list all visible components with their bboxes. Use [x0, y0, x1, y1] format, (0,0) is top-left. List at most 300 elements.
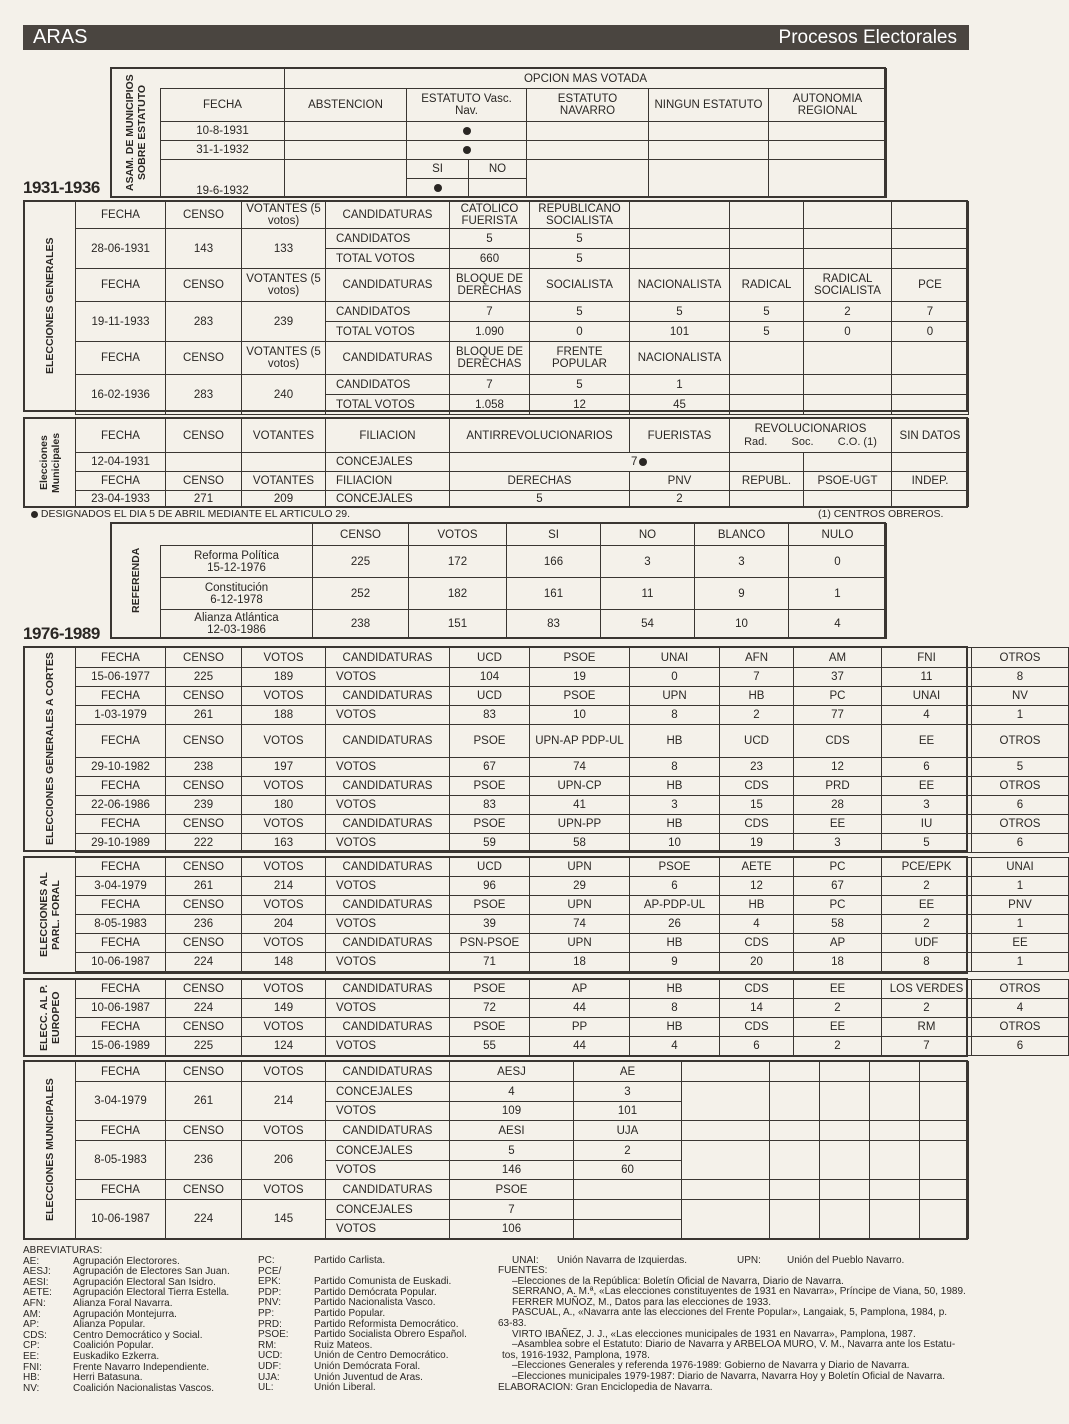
dot-marker — [434, 184, 442, 192]
eg1-total: 45 — [630, 395, 730, 415]
table-row — [76, 1018, 1069, 1037]
pf-value: 18 — [794, 953, 882, 972]
ref-value: 83 — [507, 610, 601, 639]
abbr-key: NV: — [23, 1382, 40, 1394]
pf-value: 9 — [630, 953, 720, 972]
eg1-data: 133 — [242, 229, 326, 269]
abbr-val: Unión de Centro Democrático. — [314, 1350, 449, 1362]
ref-label — [161, 610, 313, 639]
note-left — [31, 508, 350, 520]
pf-header: PSOE — [450, 896, 530, 915]
egc-header: FECHA — [76, 648, 166, 668]
pf-value: 236 — [166, 915, 242, 934]
eg1-cand: 7 — [450, 302, 530, 322]
period-1976: 1976-1989 — [23, 624, 100, 643]
pf-value: 1 — [972, 877, 1069, 896]
em1-value: 5 — [450, 491, 630, 507]
table-row — [161, 578, 887, 610]
pf-header: UDF — [882, 934, 972, 953]
egc-value: 6 — [972, 796, 1069, 815]
ref-header: NO — [601, 524, 695, 546]
pe-value: 15-06-1989 — [76, 1037, 166, 1056]
pf-header: PC — [794, 896, 882, 915]
ref-value: 0 — [789, 546, 887, 578]
abbr-key: PRD: — [258, 1318, 282, 1330]
pe-value: 4 — [972, 999, 1069, 1018]
pf-value: 58 — [794, 915, 882, 934]
egc-header: AM — [794, 648, 882, 668]
em2-votos: 109 — [450, 1102, 574, 1121]
ref-label — [161, 546, 313, 578]
eg1-total — [892, 395, 969, 415]
em2-header: FECHA — [76, 1121, 166, 1141]
pf-value: VOTOS — [326, 877, 450, 896]
ref-value: 9 — [695, 578, 789, 610]
pf-header: UNAI — [972, 858, 1069, 877]
eg1-data: 19-11-1933 — [76, 302, 166, 342]
opcion-header: OPCION MAS VOTADA — [285, 69, 887, 89]
egc-header: CANDIDATURAS — [326, 687, 450, 706]
pf-header: PSN-PSOE — [450, 934, 530, 953]
abbr-key: AETE: — [23, 1287, 52, 1299]
pf-value: 214 — [242, 877, 326, 896]
revolucionarios-header: REVOLUCIONARIOS — [754, 422, 867, 435]
ref-header: BLANCO — [695, 524, 789, 546]
egc-header: CANDIDATURAS — [326, 777, 450, 796]
dot-marker — [639, 458, 647, 466]
egc-header: CENSO — [166, 815, 242, 834]
eg1-header: PCE — [892, 269, 969, 302]
eg1-data: 16-02-1936 — [76, 375, 166, 415]
egc-header: AFN — [720, 648, 794, 668]
abbr-col-1 — [23, 1245, 230, 1394]
abbr-val: Agrupación Electoral Tierra Estella. — [73, 1287, 230, 1299]
ref-header: VOTOS — [409, 524, 507, 546]
eg1-total — [730, 249, 804, 269]
table-row — [76, 706, 1069, 725]
abbr-key: PNV: — [258, 1297, 281, 1309]
em2-votos: 106 — [450, 1220, 574, 1239]
abbr-key: AFN: — [23, 1297, 46, 1309]
asamblea-side-label: ASAM. DE MUNICIPIOS SOBRE ESTATUTO — [124, 74, 148, 191]
em2-data: 206 — [242, 1141, 326, 1180]
eg1-header — [630, 202, 730, 229]
egc-header: VOTOS — [242, 725, 326, 758]
pf-header: CENSO — [166, 896, 242, 915]
ref-label-line: Alianza Atlántica — [194, 612, 279, 624]
pe-header: HB — [630, 1018, 720, 1037]
pe-header: OTROS — [972, 980, 1069, 999]
pf-header: HB — [630, 934, 720, 953]
table-row — [76, 648, 1069, 668]
pe-value: 2 — [794, 1037, 882, 1056]
egc-value: 222 — [166, 834, 242, 853]
em2-header: FECHA — [76, 1062, 166, 1082]
eg1-cand: 7 — [450, 375, 530, 395]
pf-value: 4 — [720, 915, 794, 934]
em1931-block — [23, 417, 968, 508]
ref-value: 11 — [601, 578, 695, 610]
eg1-data: 143 — [166, 229, 242, 269]
egc-value: 1-03-1979 — [76, 706, 166, 725]
pe-header: CDS — [720, 1018, 794, 1037]
ref-value: 3 — [695, 546, 789, 578]
abbr-val: Partido Popular. — [314, 1307, 386, 1319]
egc-header: PSOE — [530, 648, 630, 668]
em2-votos: VOTOS — [326, 1161, 450, 1180]
pf-value: 224 — [166, 953, 242, 972]
em2-conc: 7 — [450, 1200, 574, 1220]
table-row — [76, 1037, 1069, 1056]
pe-header: VOTOS — [242, 1018, 326, 1037]
table-row — [76, 1082, 969, 1102]
pf-header: VOTOS — [242, 858, 326, 877]
abbr-val: Agrupación Montejurra. — [73, 1308, 177, 1320]
sin-datos-header: SIN DATOS — [892, 419, 969, 453]
abbr-key: EE: — [23, 1350, 40, 1362]
asam-date: 31-1-1932 — [161, 141, 285, 160]
ref-label-line: 12-03-1986 — [207, 624, 266, 636]
em1-value: 7 — [631, 456, 638, 468]
table-row — [161, 524, 887, 546]
eg1-cand — [892, 375, 969, 395]
egc-header: CENSO — [166, 687, 242, 706]
em2-conc: CONCEJALES — [326, 1082, 450, 1102]
referenda-side-label: REFERENDA — [130, 547, 142, 614]
egc-value: 83 — [450, 796, 530, 815]
pf-value: 6 — [630, 877, 720, 896]
em2-table — [75, 1061, 969, 1239]
table-row — [76, 687, 1069, 706]
em2-header: UJA — [574, 1121, 682, 1141]
em2-header: FECHA — [76, 1180, 166, 1200]
egc-value: VOTOS — [326, 796, 450, 815]
egc-value: 189 — [242, 668, 326, 687]
egc-value: 12 — [794, 758, 882, 777]
egc-header: PRD — [794, 777, 882, 796]
egc-header: HB — [630, 725, 720, 758]
col-estatuto-vasc: ESTATUTO Vasc. Nav. — [407, 89, 527, 122]
fuentes-line: VIRTO IBAÑEZ, J. J., «Las elecciones municipales de 1931 en Navarra», Pamplona, 1987. — [512, 1328, 916, 1340]
pf-header: CENSO — [166, 858, 242, 877]
egc-value: VOTOS — [326, 706, 450, 725]
eg1-header: CANDIDATURAS — [326, 269, 450, 302]
eg1-total: 1.058 — [450, 395, 530, 415]
egc-header: FECHA — [76, 815, 166, 834]
egc-value: 8 — [972, 668, 1069, 687]
table-row — [76, 858, 1069, 877]
egc-value: 29-10-1989 — [76, 834, 166, 853]
egc-value: 261 — [166, 706, 242, 725]
fuentes-line: –Elecciones municipales 1979-1987: Diario de Navarra, Navarra Hoy y Boletín Oficial de Navarra. — [512, 1370, 945, 1382]
table-row — [76, 668, 1069, 687]
pe-value: 44 — [530, 999, 630, 1018]
eg1-header — [892, 202, 969, 229]
em2-header: CANDIDATURAS — [326, 1180, 450, 1200]
em2-conc: 5 — [450, 1141, 574, 1161]
pe-header: CENSO — [166, 1018, 242, 1037]
abbr-val: Partido Socialista Obrero Español. — [314, 1329, 467, 1341]
abbr-key: AESI: — [23, 1276, 49, 1288]
abbr-key: PC: — [258, 1255, 275, 1266]
abbr-val: Partido Reformista Democrático. — [314, 1318, 459, 1330]
col-abstencion: ABSTENCION — [285, 89, 407, 122]
pe-header: PSOE — [450, 1018, 530, 1037]
eg1-cand — [804, 229, 892, 249]
table-row — [76, 302, 969, 322]
pf-value: 18 — [530, 953, 630, 972]
egc-value: VOTOS — [326, 758, 450, 777]
pf-header: UPN — [530, 896, 630, 915]
em1-value: 2 — [630, 491, 730, 507]
abbr-key: PP: — [258, 1307, 275, 1319]
em1-h2: PNV — [630, 472, 730, 491]
egc-header: OTROS — [972, 725, 1069, 758]
egc-value: 1 — [972, 706, 1069, 725]
pe-value: 124 — [242, 1037, 326, 1056]
eg1-header: CENSO — [166, 202, 242, 229]
em2-header: AESJ — [450, 1062, 574, 1082]
pe-table — [75, 979, 1069, 1056]
egc-value: 197 — [242, 758, 326, 777]
ref-value: 252 — [313, 578, 409, 610]
egc-header: UNAI — [882, 687, 972, 706]
table-row — [76, 980, 1069, 999]
eg1-header: FECHA — [76, 202, 166, 229]
egc-header: CENSO — [166, 648, 242, 668]
egc-value: 23 — [720, 758, 794, 777]
em1-h: ANTIRREVOLUCIONARIOS — [450, 419, 630, 453]
table-row — [76, 999, 1069, 1018]
eg1931-block — [23, 200, 968, 412]
abbr-key: CDS: — [23, 1329, 47, 1341]
eg1-cand: 1 — [630, 375, 730, 395]
table-row — [76, 953, 1069, 972]
col-ningun: NINGUN ESTATUTO — [649, 89, 769, 122]
ref-label-line: Reforma Política — [193, 549, 279, 562]
em2-data: 8-05-1983 — [76, 1141, 166, 1180]
eg1-header — [730, 342, 804, 375]
pf-header: CDS — [720, 934, 794, 953]
eg1-header: CENSO — [166, 269, 242, 302]
abbr-key: CP: — [23, 1340, 40, 1352]
egc-header: UCD — [450, 648, 530, 668]
pf-value: 8-05-1983 — [76, 915, 166, 934]
eg1-header: CANDIDATURAS — [326, 342, 450, 375]
egc-header: CANDIDATURAS — [326, 815, 450, 834]
pe-value: 225 — [166, 1037, 242, 1056]
ref-label-line: 6-12-1978 — [210, 593, 263, 606]
pe-header: HB — [630, 980, 720, 999]
abbr-val: Partido Comunista de Euskadi. — [314, 1276, 452, 1288]
em2-conc: CONCEJALES — [326, 1141, 450, 1161]
dot-marker — [463, 127, 471, 135]
egc-header: UCD — [450, 687, 530, 706]
abbr-val: Unión Liberal. — [314, 1382, 376, 1394]
fuentes-line: –Asamblea sobre el Estatuto: Diario de Navarra y ARBELOA MURO, V. M., Navarra ante los Estatu- — [512, 1339, 956, 1351]
egc-header: CANDIDATURAS — [326, 648, 450, 668]
abbr-val: Coalición Popular. — [73, 1340, 154, 1352]
eg1-total: 0 — [530, 322, 630, 342]
em2-data: 236 — [166, 1141, 242, 1180]
abbr-key: UL: — [258, 1382, 274, 1394]
asam-si: SI — [407, 160, 469, 179]
eg1-cand: CANDIDATOS — [326, 375, 450, 395]
abbr-key: UJA: — [258, 1371, 280, 1383]
egc-value: 188 — [242, 706, 326, 725]
referenda-block — [110, 522, 886, 639]
em2-votos: 60 — [574, 1161, 682, 1180]
egc-header: PSOE — [530, 687, 630, 706]
abbr-col-2 — [258, 1255, 467, 1394]
abbr-val: Agrupación de Electores San Juan. — [73, 1266, 230, 1278]
pe-value: 2 — [794, 999, 882, 1018]
eg1-total: 660 — [450, 249, 530, 269]
abbr-val: Centro Democrático y Social. — [73, 1329, 203, 1341]
fuentes-line: tos, 1916-1932, Pamplona, 1978. — [502, 1349, 650, 1361]
em2-data: 3-04-1979 — [76, 1082, 166, 1121]
egc-header: FECHA — [76, 725, 166, 758]
egc-header: CDS — [794, 725, 882, 758]
eg1-total: 0 — [804, 322, 892, 342]
abbr-key: AM: — [23, 1308, 41, 1320]
dot-marker — [31, 511, 38, 518]
egc-header: UPN-CP — [530, 777, 630, 796]
egc-block — [23, 646, 1041, 852]
eg1-cand: CANDIDATOS — [326, 229, 450, 249]
egc-value: 19 — [720, 834, 794, 853]
abbr-key: PCE/ — [258, 1265, 282, 1277]
pf-value: 2 — [882, 915, 972, 934]
pe-value: 44 — [530, 1037, 630, 1056]
ref-header: CENSO — [313, 524, 409, 546]
egc-header: UPN-PP — [530, 815, 630, 834]
ref-label-line: Constitución — [204, 581, 269, 594]
abbr-val: Alianza Foral Navarra. — [73, 1297, 173, 1309]
em1-value: 271 — [166, 491, 242, 507]
pf-header: AETE — [720, 858, 794, 877]
eg1-data: 283 — [166, 375, 242, 415]
egc-value: 2 — [720, 706, 794, 725]
eg1-cand: 2 — [804, 302, 892, 322]
egc-header: UNAI — [630, 648, 720, 668]
eg1-header: NACIONALISTA — [630, 269, 730, 302]
abbr-val: Unión Demócrata Foral. — [314, 1360, 421, 1372]
pf-table — [75, 857, 1069, 972]
em2-conc: 2 — [574, 1141, 682, 1161]
em1-h: VOTANTES — [242, 419, 326, 453]
eg1-total: 12 — [530, 395, 630, 415]
egc-header: HB — [630, 815, 720, 834]
pe-value: 2 — [882, 999, 972, 1018]
ref-value: 10 — [695, 610, 789, 639]
eg1-header: BLOQUE DE DERECHAS — [450, 269, 530, 302]
egc-header: OTROS — [972, 777, 1069, 796]
abbr-key: AESJ: — [23, 1266, 51, 1278]
eg1-total — [892, 249, 969, 269]
col-autonomia: AUTONOMIA REGIONAL — [769, 89, 887, 122]
ref-label-line: 15-12-1976 — [207, 561, 266, 574]
eg1-header: VOTANTES (5 votos) — [242, 202, 326, 229]
em2-data: 261 — [166, 1082, 242, 1121]
abbr-val: Partido Carlista. — [314, 1255, 386, 1266]
egc-value: 67 — [450, 758, 530, 777]
asamblea-table — [160, 68, 887, 198]
ref-value: 225 — [313, 546, 409, 578]
egc-value: 83 — [450, 706, 530, 725]
pf-value: 74 — [530, 915, 630, 934]
egc-header: HB — [630, 777, 720, 796]
pe-value: 7 — [882, 1037, 972, 1056]
egc-header: FECHA — [76, 687, 166, 706]
pf-header: FECHA — [76, 934, 166, 953]
egc-header: EE — [882, 777, 972, 796]
table-row — [76, 815, 1069, 834]
table-row — [76, 269, 969, 302]
egc-header: OTROS — [972, 815, 1069, 834]
eg1-header: RADICAL — [730, 269, 804, 302]
egc-value: 15 — [720, 796, 794, 815]
fuentes-line: FERRER MUÑOZ, M., Datos para las elecciones de 1933. — [512, 1296, 771, 1308]
pe-value: 4 — [630, 1037, 720, 1056]
abbr-val: Alianza Popular. — [73, 1319, 146, 1331]
pf-side-label: ELECCIONES AL PARL. FORAL — [38, 872, 62, 958]
egc-value: 180 — [242, 796, 326, 815]
ref-header: SI — [507, 524, 601, 546]
pf-header: VOTOS — [242, 934, 326, 953]
em1-date: 23-04-1933 — [76, 491, 166, 507]
note-right: (1) CENTROS OBREROS. — [818, 508, 944, 520]
em2-header: PSOE — [450, 1180, 574, 1200]
pe-header: CANDIDATURAS — [326, 980, 450, 999]
egc-value: 77 — [794, 706, 882, 725]
em2-header: VOTOS — [242, 1062, 326, 1082]
egc-value: 5 — [882, 834, 972, 853]
eg1-header: CATOLICO FUERISTA — [450, 202, 530, 229]
em1-h2: VOTANTES — [242, 472, 326, 491]
pf-value: VOTOS — [326, 915, 450, 934]
eg1-total: TOTAL VOTOS — [326, 395, 450, 415]
table-row — [76, 375, 969, 395]
eg1-total: TOTAL VOTOS — [326, 249, 450, 269]
pe-header: VOTOS — [242, 980, 326, 999]
pf-header: PNV — [972, 896, 1069, 915]
abbr-col-3 — [512, 1256, 904, 1267]
table-row — [76, 915, 1069, 934]
fuentes-line: PASCUAL, A., «Navarra ante las elecciones del Frente Popular», Langaiak, 5, Pamplona, 1984, p. — [512, 1307, 948, 1319]
em1-h: FECHA — [76, 419, 166, 453]
em2-data: 10-06-1987 — [76, 1200, 166, 1239]
eg1-header: NACIONALISTA — [630, 342, 730, 375]
co-sub: C.O. (1) — [837, 435, 877, 448]
em1-concejales: CONCEJALES — [326, 453, 450, 472]
pf-value: VOTOS — [326, 953, 450, 972]
pf-header: AP — [794, 934, 882, 953]
egc-value: 4 — [882, 706, 972, 725]
table-row — [161, 546, 887, 578]
pf-value: 96 — [450, 877, 530, 896]
em2-votos: VOTOS — [326, 1220, 450, 1239]
note-left-text: DESIGNADOS EL DIA 5 DE ABRIL MEDIANTE EL ARTICULO 29. — [40, 508, 350, 520]
em2-header: AESI — [450, 1121, 574, 1141]
abbr-key: PSOE: — [258, 1329, 289, 1341]
ref-value: 161 — [507, 578, 601, 610]
abbr-val: Partido Nacionalista Vasco. — [314, 1297, 436, 1309]
eg1-cand — [892, 229, 969, 249]
eg1-cand: 5 — [730, 302, 804, 322]
egc-header: UPN — [630, 687, 720, 706]
abbr-val: Euskadiko Ezkerra. — [73, 1350, 160, 1362]
